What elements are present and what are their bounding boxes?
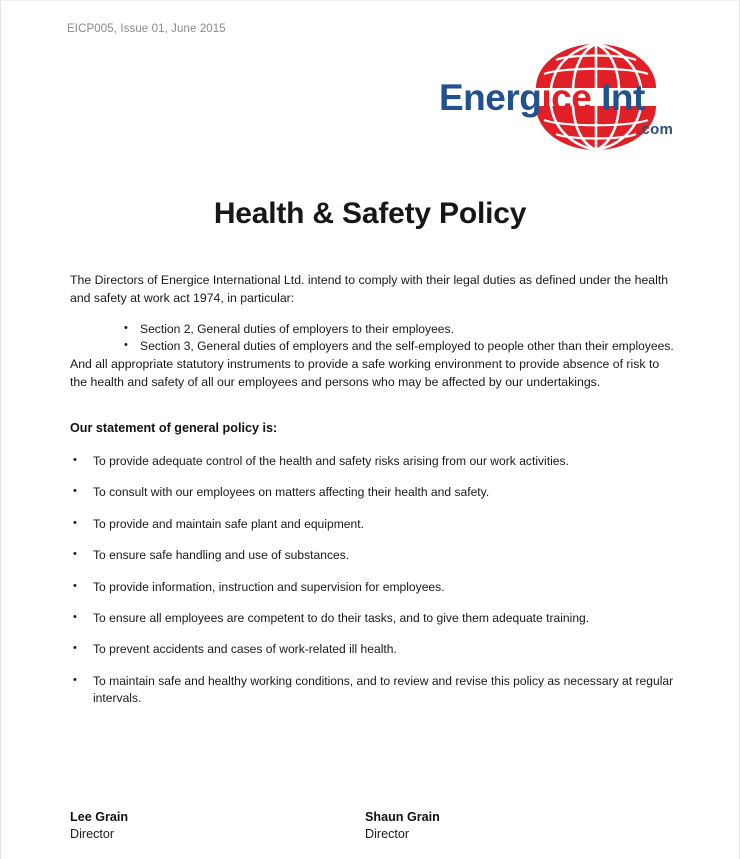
signatory-role: Director bbox=[70, 827, 115, 841]
logo-text-energ: Energ bbox=[439, 77, 542, 118]
signatory-name: Shaun Grain bbox=[365, 810, 440, 824]
document-reference: EICP005, Issue 01, June 2015 bbox=[67, 23, 226, 35]
intro-paragraph: The Directors of Energice International Ltd. intend to comply with their legal duties as defined under the health and safety at work act 1974, in particular: bbox=[70, 273, 669, 305]
list-item: • Section 2, General duties of employers to their employees. bbox=[70, 321, 674, 338]
policy-list bbox=[70, 453, 674, 707]
logo-tld: .com bbox=[637, 121, 673, 138]
document-body bbox=[70, 271, 674, 721]
list-item: • To ensure safe handling and use of substances. bbox=[70, 547, 674, 564]
list-item: • To ensure all employees are competent to do their tasks, and to give them adequate training. bbox=[70, 610, 674, 627]
logo-text-ice: ice bbox=[541, 77, 592, 118]
signatory-role: Director bbox=[365, 827, 410, 841]
logo-wordmark bbox=[439, 79, 675, 116]
signatory-name: Lee Grain bbox=[70, 810, 129, 824]
policy-statement-heading: Our statement of general policy is: bbox=[70, 421, 278, 435]
signature-block bbox=[70, 809, 674, 843]
company-logo bbox=[439, 41, 675, 153]
list-item: • To prevent accidents and cases of work‐related ill health. bbox=[70, 641, 674, 658]
sections-list bbox=[70, 321, 674, 355]
list-item: • To maintain safe and healthy working conditions, and to review and revise this policy as necessary at regular intervals. bbox=[70, 673, 674, 707]
list-item: • Section 3, General duties of employers and the self‐employed to people other than their employees. bbox=[70, 338, 674, 355]
list-item: • To provide information, instruction and supervision for employees. bbox=[70, 579, 674, 596]
signature-lee-grain bbox=[70, 809, 365, 843]
list-item: • To consult with our employees on matters affecting their health and safety. bbox=[70, 484, 674, 501]
statutory-paragraph: And all appropriate statutory instruments to provide a safe working environment to provide absence of risk to the health and safety of all our employees and persons who may be affected by our undertakings. bbox=[70, 357, 660, 389]
signature-shaun-grain bbox=[365, 809, 660, 843]
page-title: Health & Safety Policy bbox=[213, 197, 527, 231]
logo-text-int: Int bbox=[591, 77, 645, 118]
list-item: • To provide and maintain safe plant and equipment. bbox=[70, 516, 674, 533]
list-item: • To provide adequate control of the health and safety risks arising from our work activities. bbox=[70, 453, 674, 470]
